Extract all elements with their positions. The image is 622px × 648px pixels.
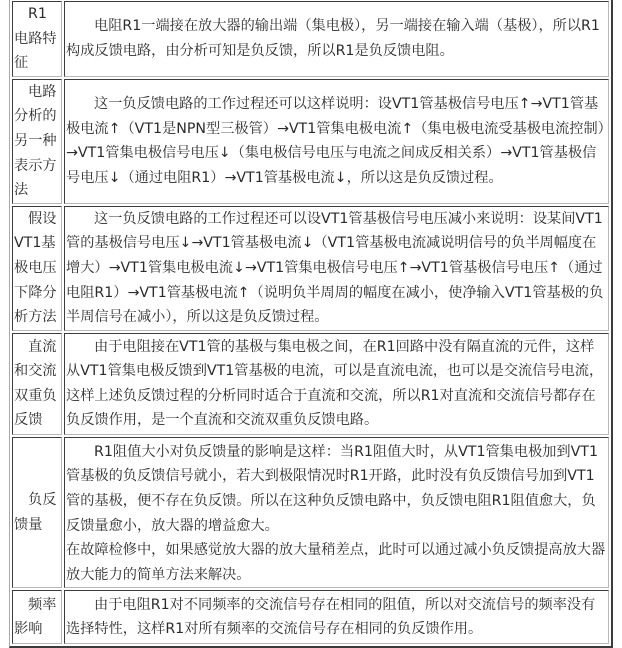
row-label: 电路分析的另一种表示方法 [14, 83, 57, 199]
row-content-cell [64, 590, 609, 644]
row-paragraph: R1阻值大小对负反馈量的影响是这样：当R1阻值大时，从VT1管集电极加到VT1管基极的负反馈信号就小，若大到极限情况时R1开路，此时没有负反馈信号加到VT1管的基极，便不存在负反馈。所以在这种负反馈电路中，负反馈电阻R1阻值愈大，负反馈量愈小，放大器的增益愈大。 [66, 443, 599, 534]
row-paragraph: 由于电阻R1对不同频率的交流信号存在相同的阻值，所以对交流信号的频率没有选择特性，这样R1对所有频率的交流信号存在相同的负反馈作用。 [66, 596, 596, 638]
row-label: R1电路特征 [14, 6, 57, 72]
row-paragraph: 电阻R1一端接在放大器的输出端（集电极），另一端接在输入端（基极），所以R1构成反馈电路，由分析可知是负反馈，所以R1是负反馈电阻。 [66, 18, 600, 59]
row-label-cell [12, 590, 62, 644]
row-paragraph: 这一负反馈电路的工作过程还可以这样说明：设VT1管基极信号电压↑→VT1管基极电流↑（VT1是NPN型三极管）→VT1管集电极电流↑（集电极电流受基极电流控制）→VT1管集电极信号电压↓（集电极信号电压与电流之间成反相关系）→VT1管基极信号电压↓（通过电阻R1）→VT1管基极电流↓，所以这是负反馈过程。 [66, 96, 605, 186]
row-label: 频率影响 [14, 596, 57, 638]
row-label-cell [12, 206, 62, 331]
row-label-cell [12, 437, 62, 589]
table-row [12, 1, 609, 77]
row-content-cell [64, 79, 609, 204]
feedback-analysis-table [9, 0, 613, 648]
row-paragraph: 由于电阻接在VT1管的基极与集电极之间，在R1回路中没有隔直流的元件，这样从VT1管集电极反馈到VT1管基极的电流，可以是直流电流，也可以是交流信号电流，这样上述负反馈过程的分析同时适合于直流和交流，所以R1对直流和交流信号都存在负反馈作用，是一个直流和交流双重负反馈电路。 [66, 338, 604, 429]
row-paragraph: 这一负反馈电路的工作过程还可以设VT1管基极信号电压减小来说明：设某间VT1管的基极信号电压↓→VT1管基极电流↓（VT1管基极电流减说明信号的负半周幅度在增大）→VT1管集电极电流↓→VT1管集电极信号电压↑→VT1管基极信号电压↑（通过电阻R1）→VT1管基极电流↑（说明负半周周的幅度在减小，使净输入VT1管基极的负半周信号在减小），所以这是负反馈过程。 [66, 210, 604, 326]
row-label: 假设VT1基极电压下降分析方法 [14, 210, 57, 326]
table-row [12, 79, 609, 204]
table-wrapper [9, 0, 613, 648]
row-content-cell [64, 1, 609, 77]
row-label: 负反馈量 [14, 491, 57, 533]
table-row [12, 590, 609, 644]
row-content-cell [64, 437, 609, 589]
table-row [12, 437, 609, 589]
row-paragraph: 在故障检修中，如果感觉放大器的放大量稍差点，此时可以通过减小负反馈提高放大器放大能力的简单方法来解决。 [66, 542, 606, 583]
table-row [12, 206, 609, 331]
table-row [12, 333, 609, 435]
row-label-cell [12, 333, 62, 435]
row-label-cell [12, 1, 62, 77]
row-label-cell [12, 79, 62, 204]
row-content-cell [64, 333, 609, 435]
row-content-cell [64, 206, 609, 331]
row-label: 直流和交流双重负反馈 [14, 338, 57, 429]
